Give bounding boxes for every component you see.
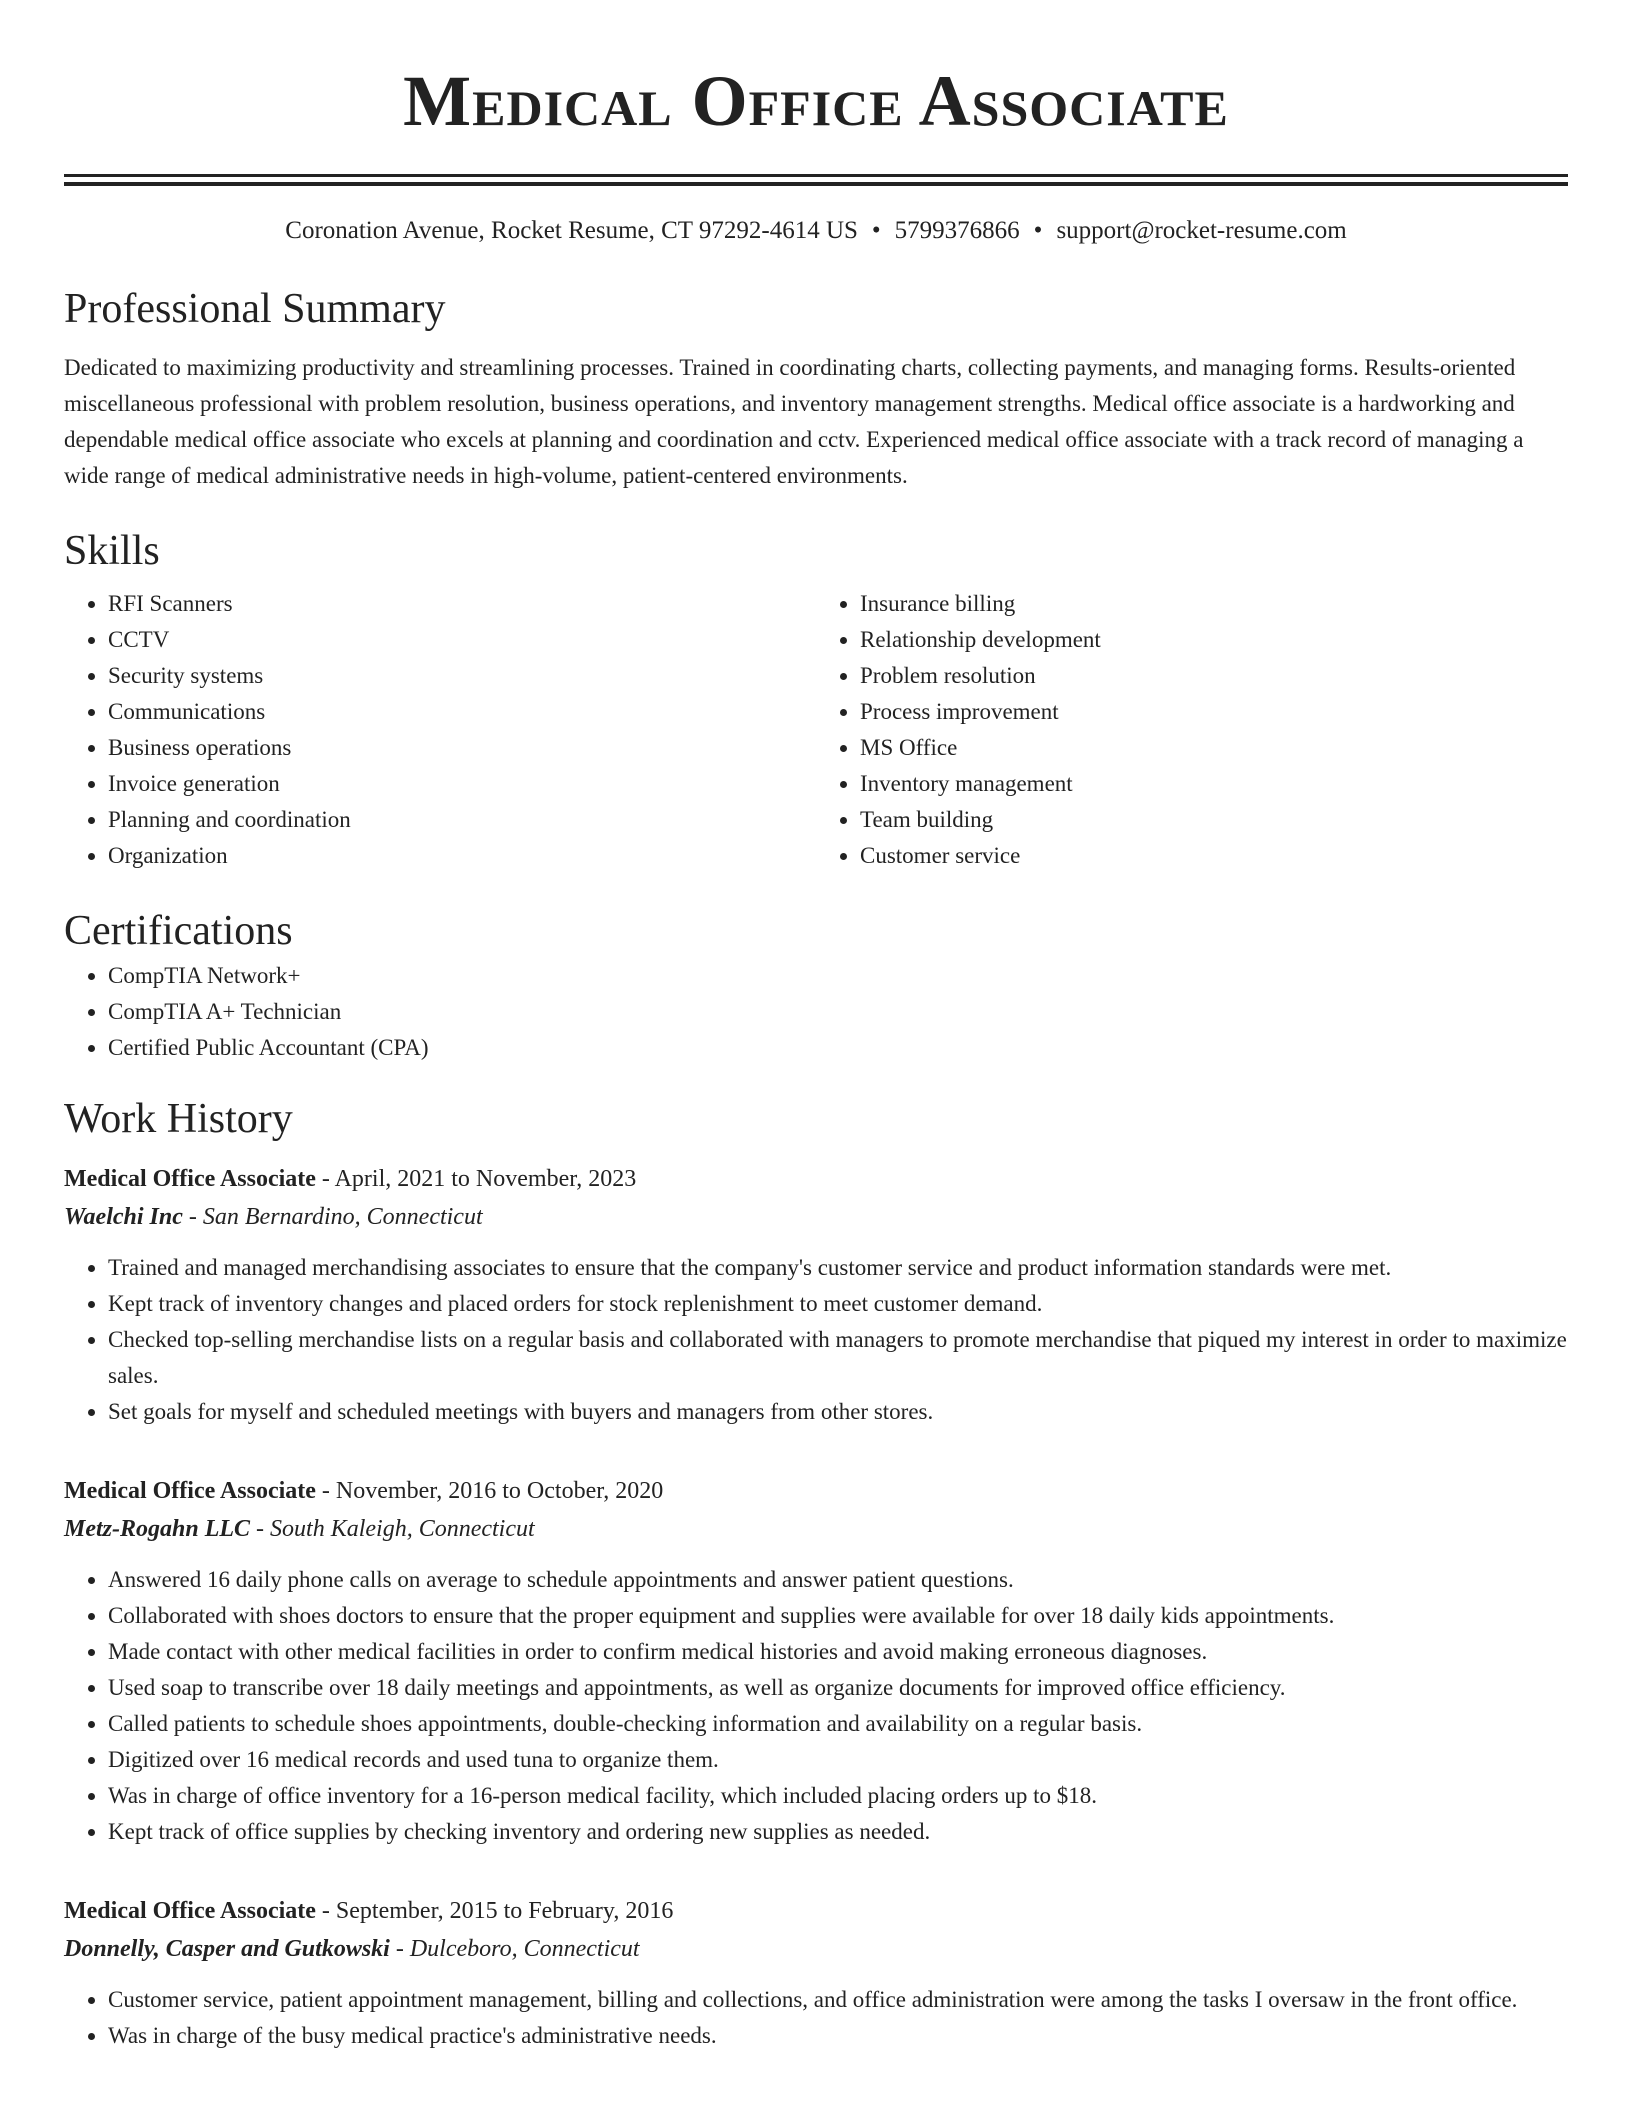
contact-email: support@rocket-resume.com [1056,217,1347,244]
skill-item: • CCTV [108,622,816,658]
job-dates: November, 2016 to October, 2020 [335,1478,664,1504]
skill-item: • Organization [108,838,816,874]
skill-item: • Customer service [860,838,1568,874]
certification-item: • CompTIA A+ Technician [108,994,1568,1030]
job-title-line: Medical Office Associate - November, 2016 to October, 2020 [64,1478,664,1504]
skill-item: • Insurance billing [860,586,1568,622]
job-bullets [64,1562,1568,1850]
skill-item: • Problem resolution [860,658,1568,694]
skill-item: • Business operations [108,730,816,766]
job-entry [64,1472,1568,1850]
job-bullet: • Was in charge of office inventory for a 16-person medical facility, which included placing orders up to $18. [108,1778,1568,1814]
job-bullets [64,1982,1568,2054]
skill-item: • Security systems [108,658,816,694]
job-bullets [64,1250,1568,1430]
job-bullet: • Collaborated with shoes doctors to ensure that the proper equipment and supplies were available for over 18 daily kids appointments. [108,1598,1568,1634]
job-bullet: • Called patients to schedule shoes appointments, double-checking information and availability on a regular basis. [108,1706,1568,1742]
skill-item: • Relationship development [860,622,1568,658]
summary-text: Dedicated to maximizing productivity and streamlining processes. Trained in coordinating charts, collecting payments, and managing forms. Results-oriented miscellaneous professional with problem resolution, business operations, and inventory management strengths. Medical office associate is a hardworking and dependable medical office associate who excels at planning and coordination and cctv. Experienced medical office associate with a track record of managing a wide range of medical administrative needs in high-volume, patient-centered environments. [64,355,1524,488]
job-bullet: • Customer service, patient appointment management, billing and collections, and office administration were among the tasks I oversaw in the front office. [108,1982,1568,2018]
job-company: Waelchi Inc [64,1204,183,1230]
skill-item: • Inventory management [860,766,1568,802]
job-company-line: Donnelly, Casper and Gutkowski - Dulceboro, Connecticut [64,1936,640,1962]
job-company: Metz-Rogahn LLC [64,1516,251,1542]
skill-item: • Process improvement [860,694,1568,730]
job-location: Dulceboro, Connecticut [409,1936,640,1962]
job-bullet: • Trained and managed merchandising associates to ensure that the company's customer service and product information standards were met. [108,1250,1568,1286]
job-dates: September, 2015 to February, 2016 [335,1898,674,1924]
job-location: San Bernardino, Connecticut [202,1204,483,1230]
skill-item: • Invoice generation [108,766,816,802]
skill-item: • Communications [108,694,816,730]
title-divider [64,174,1568,186]
job-title-line: Medical Office Associate - September, 2015 to February, 2016 [64,1898,674,1924]
certification-item: • CompTIA Network+ [108,958,1568,994]
skill-item: • MS Office [860,730,1568,766]
job-location: South Kaleigh, Connecticut [270,1516,535,1542]
job-role: Medical Office Associate [64,1166,316,1192]
skills-list-left [64,586,816,874]
job-bullet: • Answered 16 daily phone calls on average to schedule appointments and answer patient questions. [108,1562,1568,1598]
job-bullet: • Digitized over 16 medical records and used tuna to organize them. [108,1742,1568,1778]
job-entry [64,1160,1568,1430]
certifications-heading: Certifications [64,908,293,954]
skills-list-right [816,586,1568,874]
job-bullet: • Made contact with other medical facilities in order to confirm medical histories and avoid making erroneous diagnoses. [108,1634,1568,1670]
contact-address: Coronation Avenue, Rocket Resume, CT 97292-4614 US [285,217,858,244]
job-bullet: • Used soap to transcribe over 18 daily meetings and appointments, as well as organize documents for improved office efficiency. [108,1670,1568,1706]
job-bullet: • Checked top-selling merchandise lists on a regular basis and collaborated with managers to promote merchandise that piqued my interest in order to maximize sales. [108,1322,1568,1394]
job-company-line: Metz-Rogahn LLC - South Kaleigh, Connecticut [64,1516,535,1542]
job-dates: April, 2021 to November, 2023 [334,1166,637,1192]
job-company-line: Waelchi Inc - San Bernardino, Connecticut [64,1204,483,1230]
work-history-heading: Work History [64,1096,293,1142]
job-title-line: Medical Office Associate - April, 2021 to November, 2023 [64,1166,637,1192]
skills-heading: Skills [64,528,160,574]
job-bullet: • Kept track of inventory changes and placed orders for stock replenishment to meet customer demand. [108,1286,1568,1322]
job-company: Donnelly, Casper and Gutkowski [64,1936,390,1962]
job-bullet: • Was in charge of the busy medical practice's administrative needs. [108,2018,1568,2054]
page-title: Medical Office Associate [403,61,1229,141]
certifications-list [64,958,1568,1066]
job-role: Medical Office Associate [64,1898,316,1924]
job-entry [64,1892,1568,2054]
contact-line [64,214,1568,248]
skill-item: • Team building [860,802,1568,838]
job-bullet: • Kept track of office supplies by checking inventory and ordering new supplies as needed. [108,1814,1568,1850]
job-bullet: • Set goals for myself and scheduled meetings with buyers and managers from other stores. [108,1394,1568,1430]
contact-phone: 5799376866 [894,217,1020,244]
skill-item: • Planning and coordination [108,802,816,838]
skill-item: • RFI Scanners [108,586,816,622]
skills-columns [64,586,1568,874]
contact-separator: • [871,217,881,244]
contact-separator: • [1033,217,1043,244]
certification-item: • Certified Public Accountant (CPA) [108,1030,1568,1066]
job-role: Medical Office Associate [64,1478,316,1504]
summary-heading: Professional Summary [64,286,446,332]
